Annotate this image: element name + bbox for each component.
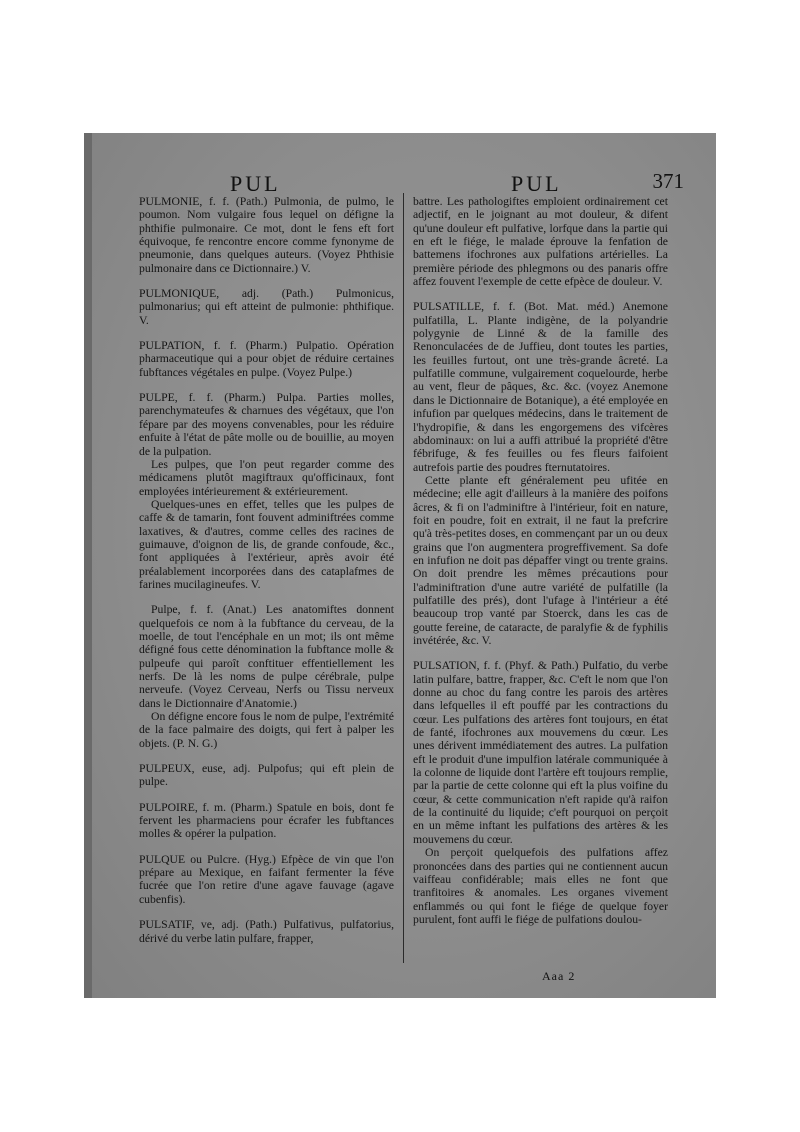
entry-pulpeux: PULPEUX, euse, adj. Pulpofus; qui eft plein de pulpe. (139, 762, 394, 789)
entry-pulpoire: PULPOIRE, f. m. (Pharm.) Spatule en bois, dont fe fervent les pharmaciens pour écrafer les fubftances molles & opérer la pulpation. (139, 800, 394, 841)
entry-pulpe-anat-paragraph-2: On défigne encore fous le nom de pulpe, l'extrémité de la face palmaire des doigts, qui fert à palper les objets. (P. N. G.) (139, 710, 394, 750)
entry-pulsation-paragraph-2: On perçoit quelquefois des pulfations affez prononcées dans des parties qui ne contiennent aucun vaiffeau confidérable; mais elles ne font que tranfitoires & anomales. Les organes vivement enflammés ou qui font le fiége de quelque foyer purulent, font auffi le fiége de pulfations doulou- (413, 846, 668, 926)
printer-signature: Aaa 2 (542, 969, 576, 983)
page-binding-edge (84, 133, 92, 998)
scanned-page (84, 133, 716, 998)
entry-pulmonie: PULMONIE, f. f. (Path.) Pulmonia, de pulmo, le poumon. Nom vulgaire fous lequel on défigne la phthifie pulmonaire. Ce mot, dont le fens eft fort équivoque, fe rencontre encore comme fynonyme de pneumonie, dans quelques auteurs. (Voyez Phthisie pulmonaire dans ce Dictionnaire.) V. (139, 195, 394, 275)
entry-pulsatille-paragraph-2: Cette plante eft généralement peu ufitée en médecine; elle agit d'ailleurs à la manière des poifons âcres, & fi on l'adminiftre à l'intérieur, foit en nature, foit en poudre, foit en extrait, il ne faut la prefcrire qu'à très-petites doses, en commençant par un ou deux grains que l'on augmentera progreffivement. Sa dofe en infufion ne doit pas dépaffer vingt ou trente grains. On doit prendre les mêmes précautions pour l'adminiftration d'une autre variété de pulfatille (la pulfatille des prés), dont l'ufage à l'intérieur a été beaucoup trop vanté par Stoerck, dans les cas de goutte fereine, de cataracte, de paralyfie & de fyphilis invétérée, &c. V. (413, 473, 668, 647)
entry-pulsatif: PULSATIF, ve, adj. (Path.) Pulfativus, pulfatorius, dérivé du verbe latin pulfare, frapper, (139, 918, 394, 945)
page-number: 371 (652, 169, 684, 193)
entry-pulque: PULQUE ou Pulcre. (Hyg.) Efpèce de vin que l'on prépare au Mexique, en faifant fermenter la féve fucrée que l'on retire d'une agave fauvage (agave cubenfis). (139, 852, 394, 906)
entry-pulpe: PULPE, f. f. (Pharm.) Pulpa. Parties molles, parenchymateufes & charnues des végétaux, que l'on fépare par des moyens convenables, pour les réduire enfuite à l'état de pâte molle ou de bouillie, au moyen de la pulpation. (139, 391, 394, 458)
entry-pulpe-paragraph-3: Quelques-unes en effet, telles que les pulpes de caffe & de tamarin, font fouvent adminiftrées comme laxatives, & d'autres, comme celles des racines de guimauve, d'oignon de lis, de grande confoude, &c., font appliquées à l'extérieur, après avoir été préalablement incorporées dans des cataplafmes de farines mucilagineufes. V. (139, 497, 394, 591)
entry-pulsation: PULSATION, f. f. (Phyf. & Path.) Pulfatio, du verbe latin pulfare, battre, frapper, &c. C'eft le nom que l'on donne au choc du fang contre les parois des artères dans lefquelles il eft pouffé par les contractions du cœur. Les pulfations des artères font toujours, en état de fanté, ifochrones aux mouvemens du cœur. Les unes dérivent immédiatement des autres. La pulfation eft le produit d'une impulfion latérale communiquée à la colonne de liquide dont l'artère eft toujours remplie, par la partie de cette colonne qui eft la plus voifine du cœur, & cette communication n'eft rapide qu'à raifon de la continuité du liquide; c'eft pourquoi on perçoit en un même inftant les pulfations des artères & les mouvemens du cœur. (413, 659, 668, 846)
entry-pulsatille: PULSATILLE, f. f. (Bot. Mat. méd.) Anemone pulfatilla, L. Plante indigène, de la polyandrie polygynie de Linné & de la famille des Renonculacées de de Juffieu, dont toutes les parties, les feuilles furtout, ont une très-grande âcreté. La pulfatille commune, vulgairement coquelourde, herbe au vent, fleur de pâques, &c. &c. (voyez Anemone dans le Dictionnaire de Botanique), a été employée en infufion par quelques médecins, dans le traitement de l'hydropifie, & dans les engorgemens des vifcères abdominaux: on lui a auffi attribué la propriété d'être fébrifuge, & fes feuilles ou fes fleurs faifoient autrefois partie des poudres fternutatoires. (413, 300, 668, 474)
running-head-right: PUL (511, 171, 562, 196)
column-divider (403, 193, 404, 963)
entry-pulpation: PULPATION, f. f. (Pharm.) Pulpatio. Opération pharmaceutique qui a pour objet de réduire certaines fubftances végétales en pulpe. (Voyez Pulpe.) (139, 339, 394, 379)
entry-pulmonique: PULMONIQUE, adj. (Path.) Pulmonicus, pulmonarius; qui eft atteint de pulmonie: phthifique. V. (139, 287, 394, 327)
entry-pulpe-anat: Pulpe, f. f. (Anat.) Les anatomiftes donnent quelquefois ce nom à la fubftance du cerveau, de la moelle, de tout l'encéphale en un mot; ils ont même défigné fous cette dénomination la fubftance molle & pulpeufe qui paroît conftituer effentiellement les nerfs. De là les noms de pulpe cérébrale, pulpe nerveufe. (Voyez Cerveau, Nerfs ou Tissu nerveux dans le Dictionnaire d'Anatomie.) (139, 603, 394, 710)
entry-pulsatif-continued: battre. Les pathologiftes emploient ordinairement cet adjectif, en le joignant au mot douleur, & difent qu'une douleur eft pulfative, lorfque dans la partie qui en eft le fiége, le malade éprouve la fenfation de battemens ifochrones aux pulfations artérielles. La première période des phlegmons ou des panaris offre affez fouvent l'exemple de cette efpèce de douleur. V. (413, 195, 668, 289)
entry-pulpe-paragraph-2: Les pulpes, que l'on peut regarder comme des médicamens plutôt magiftraux qu'officinaux, font employées intérieurement & extérieurement. (139, 457, 394, 498)
running-head-left: PUL (230, 171, 281, 196)
right-column (413, 195, 668, 926)
left-column (139, 195, 394, 945)
